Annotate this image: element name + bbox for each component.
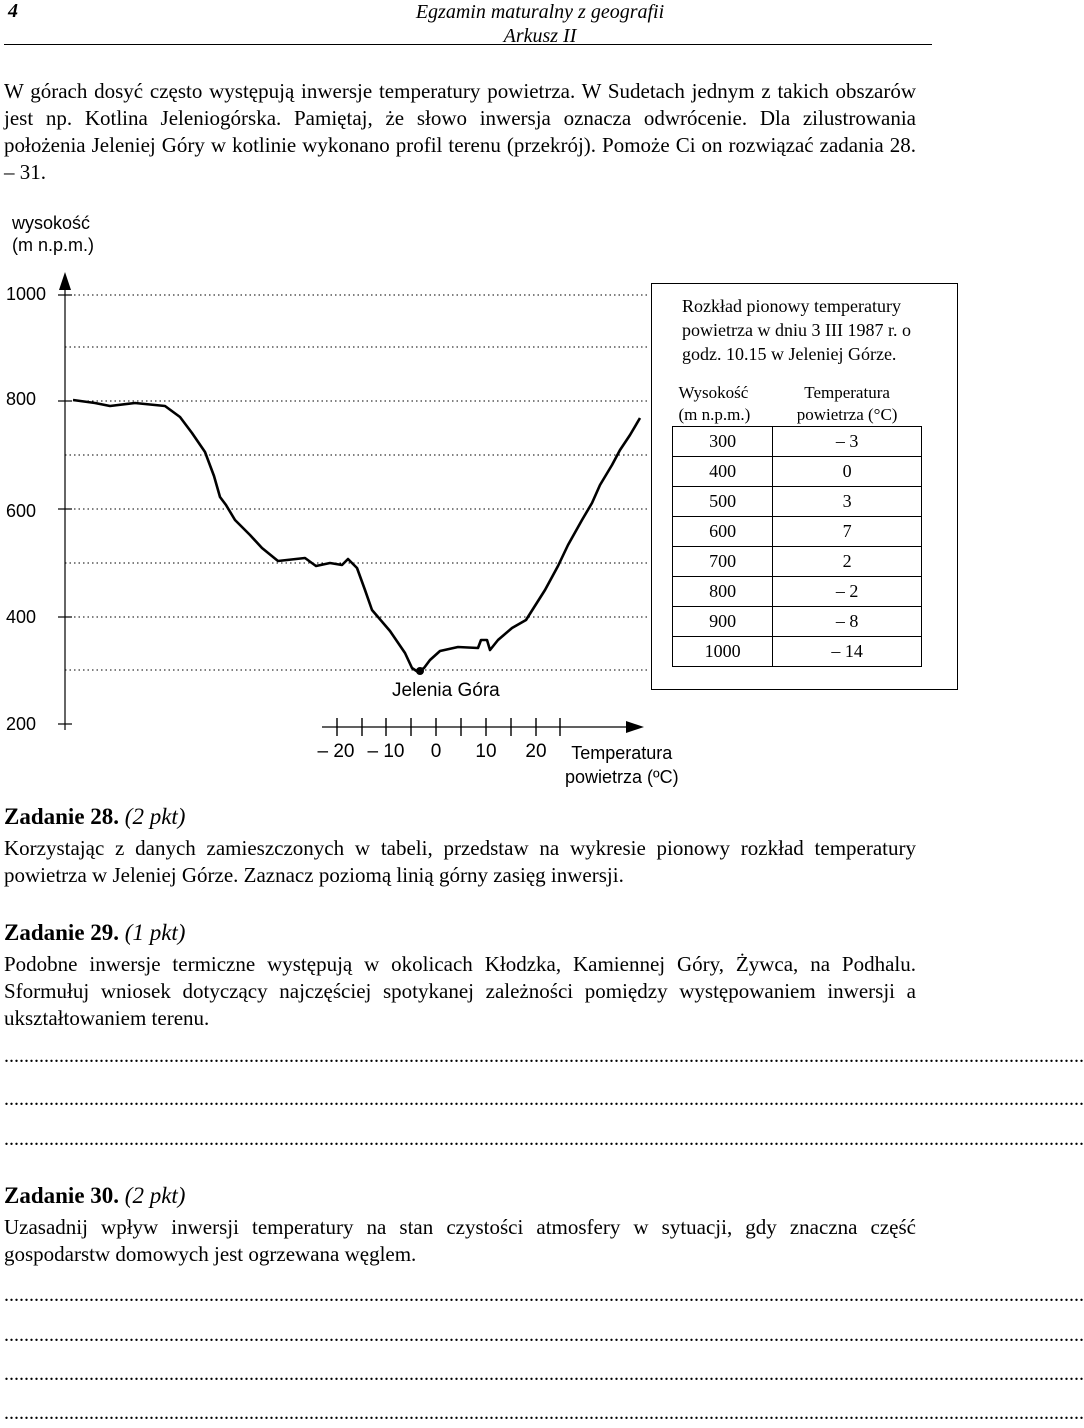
exam-title-line1: Egzamin maturalny z geografii	[415, 1, 665, 23]
task30-title: Zadanie 30.	[4, 1183, 120, 1208]
page-number: 4	[8, 0, 18, 22]
task29-answer-line-2[interactable]: ........................................................................................................................................................................................................................	[4, 1088, 1084, 1110]
x-axis-label-line2: powietrza (ºC)	[565, 767, 679, 787]
table-row	[673, 487, 922, 517]
col-header-temp-line2: powietrza (°C)	[796, 405, 898, 424]
col-header-height	[673, 382, 773, 427]
dotted-gridlines	[65, 295, 648, 670]
cell-height: 700	[673, 547, 773, 577]
task28-points: (2 pkt)	[124, 804, 186, 829]
task29-answer-line-3[interactable]: ........................................................................................................................................................................................................................	[4, 1128, 1084, 1150]
cell-temp: – 2	[773, 577, 922, 607]
y-tick-label-600: 600	[6, 501, 37, 521]
exam-title-line2: Arkusz II	[503, 25, 577, 47]
cell-temp: – 3	[773, 427, 922, 457]
x-tick-label-10: 10	[475, 741, 497, 762]
task30-heading	[4, 1183, 185, 1209]
x-axis-arrow	[626, 721, 644, 733]
task30-answer-line-3[interactable]: ........................................................................................................................................................................................................................	[4, 1363, 1084, 1385]
x-axis-label	[565, 741, 679, 789]
task28-title: Zadanie 28.	[4, 804, 120, 829]
y-axis-label	[12, 212, 94, 256]
task30-answer-line-2[interactable]: ........................................................................................................................................................................................................................	[4, 1324, 1084, 1346]
col-header-height-line1: Wysokość	[678, 383, 749, 402]
col-header-temperature	[773, 382, 922, 427]
task30-answer-line-1[interactable]: ........................................................................................................................................................................................................................	[4, 1284, 1084, 1306]
col-header-height-line2: (m n.p.m.)	[678, 405, 751, 424]
cell-height: 600	[673, 517, 773, 547]
y-axis-label-line1: wysokość	[12, 213, 91, 233]
table-row	[673, 517, 922, 547]
task29-title: Zadanie 29.	[4, 920, 120, 945]
task29-answer-line-1[interactable]: ........................................................................................................................................................................................................................	[4, 1045, 1084, 1067]
table-row	[673, 607, 922, 637]
cell-temp: 2	[773, 547, 922, 577]
table-caption: Rozkład pionowy temperatury powietrza w dniu 3 III 1987 r. o godz. 10.15 w Jeleniej Górze.	[682, 296, 911, 364]
temperature-table	[672, 382, 922, 667]
task29-points: (1 pkt)	[124, 920, 186, 945]
y-axis-arrow	[59, 272, 71, 290]
task29-text: Podobne inwersje termiczne występują w okolicach Kłodzka, Kamiennej Góry, Żywca, na Podhalu. Sformułuj wniosek dotyczący najczęściej spotykanej zależności pomiędzy występowaniem inwersji a ukształtowaniem terenu.	[4, 952, 916, 1030]
x-tick-label-minus10: – 10	[367, 741, 405, 762]
y-tick-label-800: 800	[6, 389, 37, 409]
col-header-temp-line1: Temperatura	[804, 383, 890, 402]
cell-height: 1000	[673, 637, 773, 667]
y-tick-label-200: 200	[6, 714, 37, 734]
cell-temp: 3	[773, 487, 922, 517]
task28-text: Korzystając z danych zamieszczonych w tabeli, przedstaw na wykresie pionowy rozkład temperatury powietrza w Jeleniej Górze. Zaznacz poziomą linią górny zasięg inwersji.	[4, 836, 916, 887]
cell-height: 400	[673, 457, 773, 487]
cell-temp: 7	[773, 517, 922, 547]
table-row	[673, 427, 922, 457]
intro-paragraph: W górach dosyć często występują inwersje temperatury powietrza. W Sudetach jednym z takich obszarów jest np. Kotlina Jeleniogórska. Pamiętaj, że słowo inwersja oznacza odwrócenie. Dla zilustrowania położenia Jeleniej Góry w kotlinie wykonano profil terenu (przekrój). Pomoże Ci on rozwiązać zadania 28. – 31.	[4, 79, 916, 184]
cell-height: 500	[673, 487, 773, 517]
jelenia-gora-label: Jelenia Góra	[392, 680, 500, 701]
y-tick-label-1000: 1000	[6, 284, 47, 304]
terrain-profile-line	[73, 400, 640, 672]
table-row	[673, 577, 922, 607]
temperature-table-box	[651, 283, 958, 690]
x-tick-label-minus20: – 20	[317, 741, 355, 762]
cell-temp: – 14	[773, 637, 922, 667]
table-row	[673, 547, 922, 577]
jelenia-gora-marker	[416, 667, 424, 675]
cell-height: 800	[673, 577, 773, 607]
x-tick-label-20: 20	[525, 741, 547, 762]
table-row	[673, 457, 922, 487]
table-header-row	[673, 382, 922, 427]
y-tick-label-400: 400	[6, 607, 37, 627]
cell-temp: – 8	[773, 607, 922, 637]
x-axis-label-line1: Temperatura	[571, 743, 673, 763]
table-row	[673, 637, 922, 667]
cell-height: 300	[673, 427, 773, 457]
task28-heading	[4, 804, 185, 830]
task30-text: Uzasadnij wpływ inwersji temperatury na stan czystości atmosfery w sytuacji, gdy znaczna część gospodarstw domowych jest ogrzewana węglem.	[4, 1215, 916, 1266]
x-tick-label-0: 0	[430, 741, 442, 762]
cell-temp: 0	[773, 457, 922, 487]
y-axis-label-line2: (m n.p.m.)	[12, 235, 95, 255]
task30-answer-line-4[interactable]: ........................................................................................................................................................................................................................	[4, 1402, 1084, 1424]
cell-height: 900	[673, 607, 773, 637]
task29-heading	[4, 920, 185, 946]
task30-points: (2 pkt)	[124, 1183, 186, 1208]
